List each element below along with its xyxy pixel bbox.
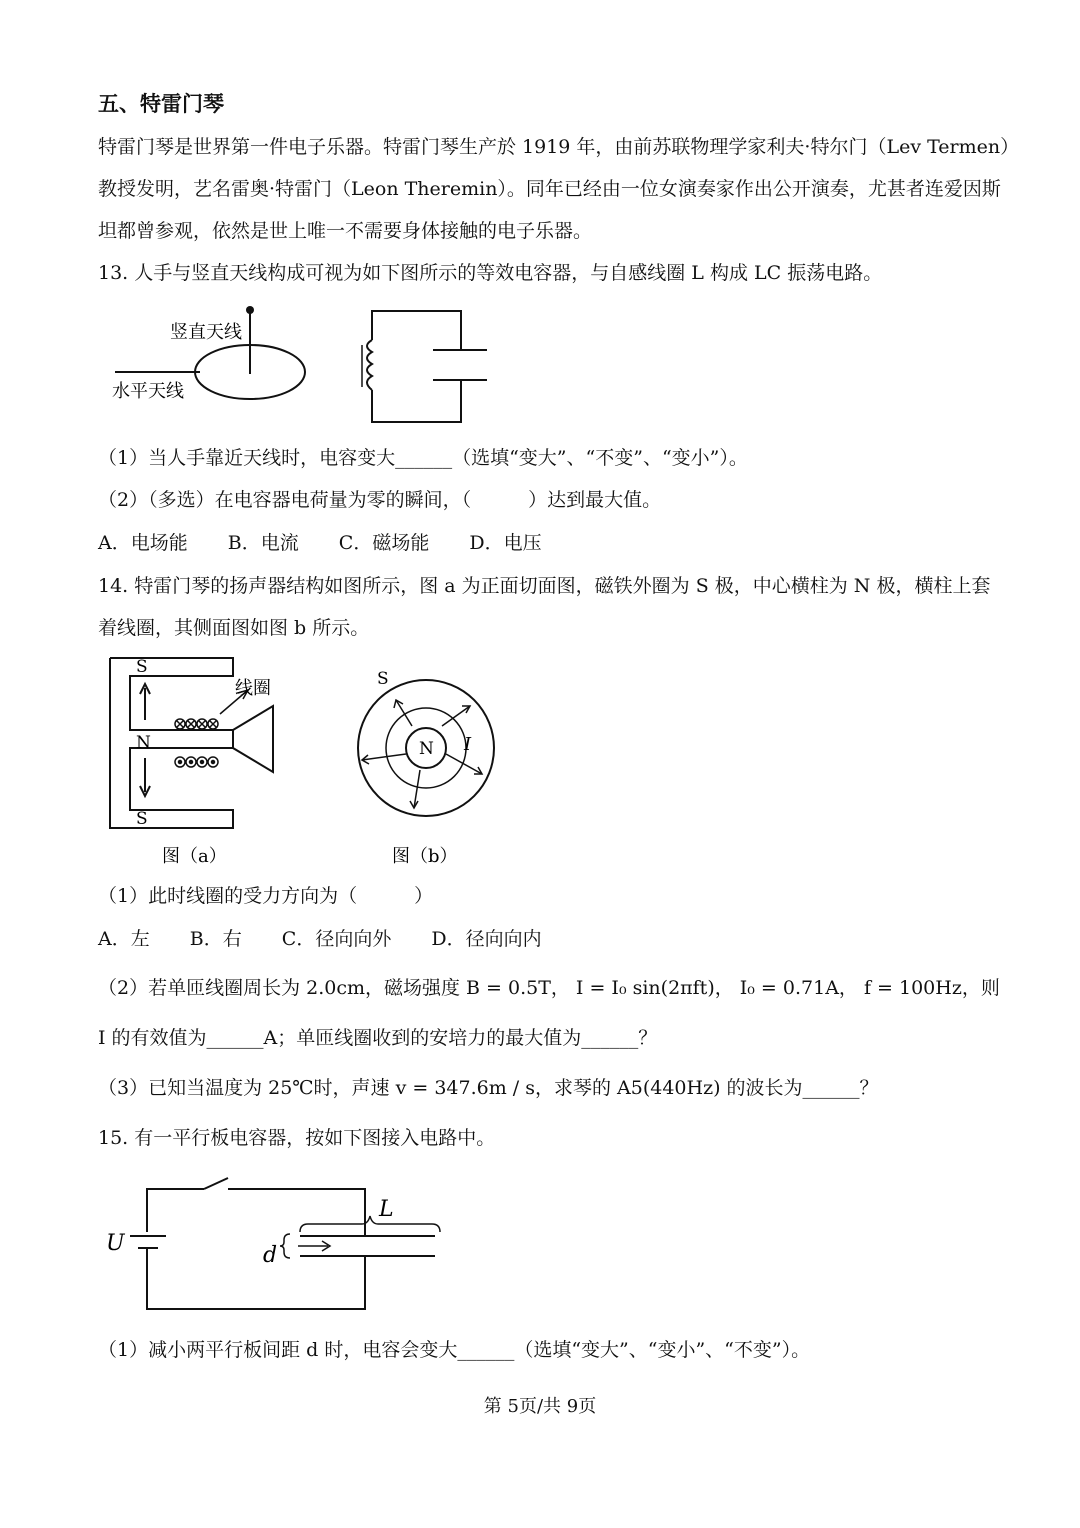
intro-line-1: 特雷门琴是世界第一件电子乐器。特雷门琴生产於 1919 年，由前苏联物理学家利夫·特尔门（Lev Termen） (98, 136, 1020, 158)
fig-a-s-top-label: S (136, 657, 148, 677)
voltage-label: U (106, 1231, 125, 1256)
intro-line-3: 坦都曾参观，依然是世上唯一不需要身体接触的电子乐器。 (98, 220, 593, 242)
section-title: 五、特雷门琴 (98, 92, 224, 116)
q15-stem: 15. 有一平行板电容器，按如下图接入电路中。 (98, 1127, 496, 1149)
fig-b-s-label: S (377, 669, 389, 689)
top-left-wire (147, 1189, 204, 1232)
q13-antenna-figure (100, 300, 500, 430)
q14-part2-line-1: （2）若单匝线圈周长为 2.0cm，磁场强度 B = 0.5T， I = I₀ sin(2πft)， I₀ = 0.71A， f = 100Hz，则 (98, 977, 1000, 999)
fig-a-coil-label: 线圈 (235, 678, 271, 699)
fig-b-n-label: N (419, 739, 434, 759)
top-right-wire (228, 1189, 365, 1236)
q14-stem-2: 着线圈，其侧面图如图 b 所示。 (98, 617, 370, 639)
coil-windings-top (175, 719, 218, 729)
length-brace (300, 1216, 440, 1232)
open-switch (204, 1178, 228, 1189)
q14-stem-1: 14. 特雷门琴的扬声器结构如图所示，图 a 为正面切面图，磁铁外圈为 S 极，中心横柱为 N 极，横柱上套 (98, 575, 991, 597)
q13-stem: 13. 人手与竖直天线构成可视为如下图所示的等效电容器，与自感线圈 L 构成 LC 振荡电路。 (98, 262, 883, 284)
q15-part1: （1）减小两平行板间距 d 时，电容会变大______（选填“变大”、“变小”、“不变”）。 (98, 1339, 811, 1361)
fig-a-n-label: N (136, 733, 151, 753)
q13-part1: （1）当人手靠近天线时，电容变大______（选填“变大”、“不变”、“变小”）。 (98, 447, 748, 469)
length-label: L (379, 1197, 394, 1222)
q14-option-d: D．径向向内 (431, 928, 542, 950)
q14-option-a: A．左 (98, 928, 150, 950)
fig-a-s-bottom-label: S (136, 809, 148, 829)
q14-option-b: B．右 (189, 928, 242, 950)
coil-windings-bottom (175, 757, 218, 767)
gap-label: d (263, 1243, 278, 1268)
q14-part2-line-2: I 的有效值为______A；单匝线圈收到的安培力的最大值为______？ (98, 1027, 658, 1049)
q14-options (98, 925, 576, 953)
q14-option-c: C．径向向外 (281, 928, 392, 950)
lc-circuit-diagram (362, 311, 487, 422)
fig-a-caption: 图（a） (162, 846, 227, 867)
fig-b-caption: 图（b） (392, 846, 458, 867)
speaker-cone (233, 706, 273, 772)
q14-speaker-figures (100, 650, 520, 880)
q13-option-b: B．电流 (227, 532, 299, 554)
q14-part1: （1）此时线圈的受力方向为（ ） (98, 885, 434, 907)
q13-option-a: A．电场能 (98, 532, 188, 554)
fig-b-current-label: I (464, 734, 472, 755)
inductor-coil (367, 340, 372, 390)
horizontal-antenna-label: 水平天线 (112, 381, 184, 402)
bottom-wire (147, 1248, 365, 1309)
page-footer: 第 5页/共 9页 (483, 1396, 597, 1417)
q13-part2: （2）（多选）在电容器电荷量为零的瞬间，（ ）达到最大值。 (98, 489, 662, 511)
q13-option-d: D．电压 (469, 532, 542, 554)
q13-option-c: C．磁场能 (338, 532, 430, 554)
intro-line-2: 教授发明，艺名雷奥·特雷门（Leon Theremin）。同年已经由一位女演奏家作出公开演奏，尤甚者连爱因斯 (98, 178, 1001, 200)
antenna-tip-dot (246, 306, 254, 314)
antenna-diagram (112, 306, 305, 402)
gap-brace (280, 1234, 290, 1258)
q14-part3: （3）已知当温度为 25℃时，声速 v = 347.6m / s，求琴的 A5(440Hz) 的波长为______？ (98, 1077, 879, 1099)
vertical-antenna-label: 竖直天线 (170, 322, 242, 343)
q15-capacitor-circuit (100, 1172, 460, 1322)
q13-options (98, 529, 576, 557)
